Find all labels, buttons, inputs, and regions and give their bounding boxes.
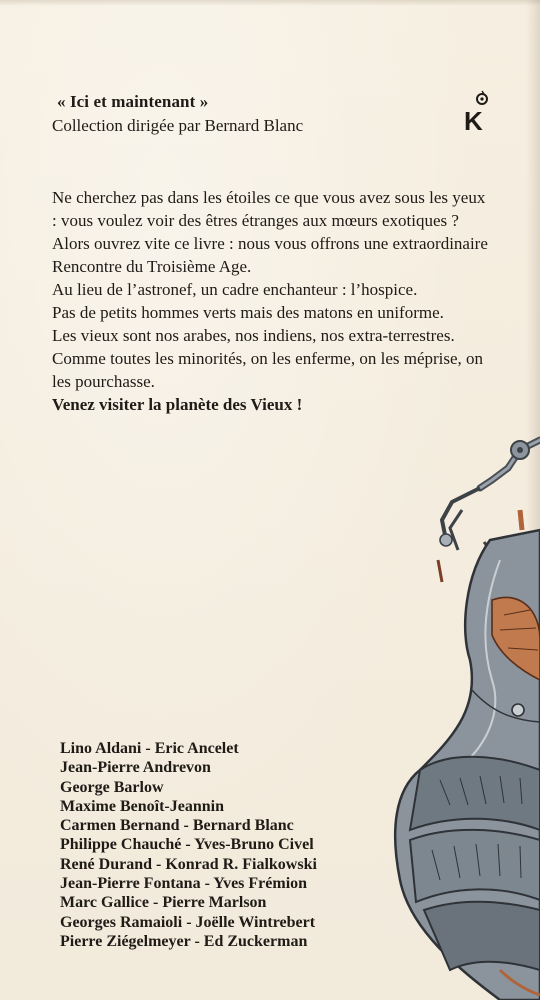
author-line: Pierre Ziégelmeyer - Ed Zuckerman [60,932,308,950]
publisher-logo-icon [462,90,494,132]
author-line: Marc Gallice - Pierre Marlson [60,894,267,912]
author-line: Maxime Benoît-Jeannin [60,797,224,815]
author-line: Jean-Pierre Fontana - Yves Frémion [60,875,308,893]
author-line: Lino Aldani - Eric Ancelet [60,740,239,757]
series-subtitle: Collection dirigée par Bernard Blanc [52,116,304,135]
series-title: « Ici et maintenant » [57,92,209,111]
back-cover-blurb [52,186,492,416]
blurb-paragraph-2: Au lieu de l’astronef, un cadre enchanteur : l’hospice. [52,280,418,299]
author-line: René Durand - Konrad R. Fialkowski [60,855,317,873]
robotic-creature-illustration [380,410,540,1000]
author-list [60,739,390,951]
top-edge-shadow [0,0,540,6]
blurb-paragraph-1: Ne cherchez pas dans les étoiles ce que vous avez sous les yeux : vous voulez voir des êtres étranges aux mœurs exotiques ? Alors ouvrez vite ce livre : nous vous offrons une extraordinaire Rencontre du Troisième Age. [52,188,488,276]
blurb-paragraph-4: Les vieux sont nos arabes, nos indiens, nos extra-terrestres. Comme toutes les minorités, on les enferme, on les méprise, on les pourchasse. [52,326,484,391]
author-line: Georges Ramaioli - Joëlle Wintrebert [60,913,316,931]
author-line: Jean-Pierre Andrevon [60,759,211,777]
author-line: Carmen Bernand - Bernard Blanc [60,817,294,835]
author-line: Philippe Chauché - Yves-Bruno Civel [60,836,314,854]
blurb-closing: Venez visiter la planète des Vieux ! [52,395,303,414]
blurb-paragraph-3: Pas de petits hommes verts mais des matons en uniforme. [52,303,444,322]
author-line: George Barlow [60,778,164,796]
logo-letter: K [464,106,483,132]
